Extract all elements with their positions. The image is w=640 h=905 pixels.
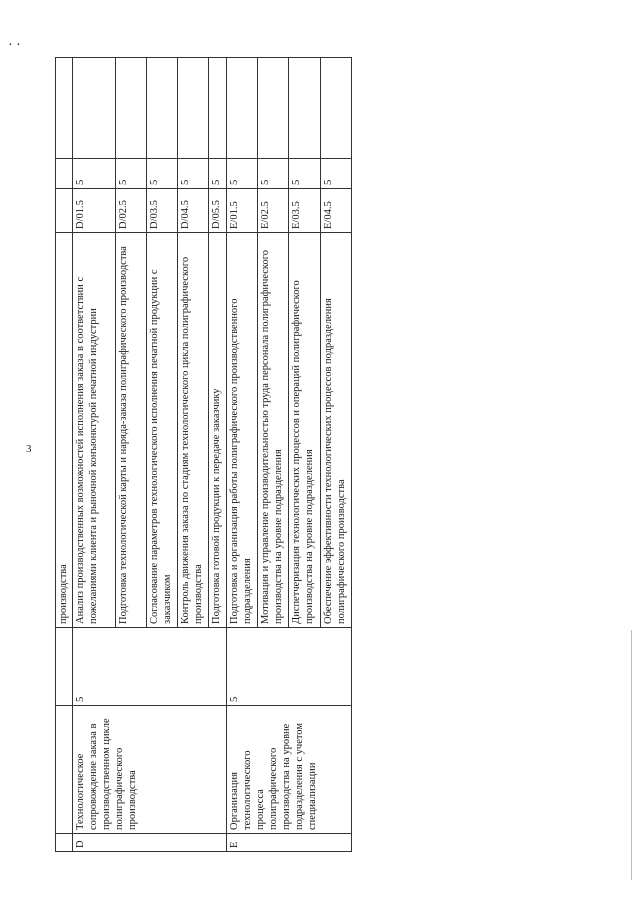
function-code-cell: E/01.5 [226, 189, 257, 233]
function-level-cell: 5 [226, 159, 257, 189]
group-code-cell: D [73, 834, 226, 852]
cell-continuation: производства [56, 233, 73, 628]
function-code-cell: D/01.5 [73, 189, 116, 233]
function-name-cell: Обеспечение эффективности технологических процессов подразделения полиграфического производства [320, 233, 351, 628]
function-name-cell: Диспетчеризация технологических процессов и операций полиграфического производства на уровне подразделения [289, 233, 320, 628]
function-level-cell: 5 [178, 159, 209, 189]
function-name-cell: Подготовка технологической карты и наряда-заказа полиграфического производства [116, 233, 146, 628]
rotated-table-wrapper [55, 57, 352, 852]
function-level-cell: 5 [146, 159, 177, 189]
function-level-cell: 5 [209, 159, 226, 189]
group-level-cell: 5 [226, 628, 351, 706]
function-code-cell: E/04.5 [320, 189, 351, 233]
function-code-cell: E/03.5 [289, 189, 320, 233]
margin-line [631, 630, 632, 880]
table-row [73, 58, 116, 852]
function-name-cell: Согласование параметров технологического исполнения печатной продукции с заказчиком [146, 233, 177, 628]
function-name-cell: Анализ производственных возможностей исполнения заказа в соответствии с пожеланиями клиента и рыночной конъюнктурой печатной индустрии [73, 233, 116, 628]
function-code-cell: D/03.5 [146, 189, 177, 233]
function-level-cell: 5 [320, 159, 351, 189]
function-name-cell: Подготовка готовой продукции к передаче заказчику [209, 233, 226, 628]
table-row [226, 58, 257, 852]
function-level-cell: 5 [116, 159, 146, 189]
table-row-continuation [56, 58, 73, 852]
functions-table [55, 57, 352, 852]
function-code-cell: D/05.5 [209, 189, 226, 233]
function-code-cell: E/02.5 [257, 189, 288, 233]
group-name-cell: Технологическое сопровождение заказа в производственном цикле полиграфического производства [73, 706, 226, 834]
group-level-cell: 5 [73, 628, 226, 706]
function-name-cell: Контроль движения заказа по стадиям технологического цикла полиграфического производства [178, 233, 209, 628]
scan-artifact: · · [8, 38, 21, 53]
function-name-cell: Подготовка и организация работы полиграфического производственного подразделения [226, 233, 257, 628]
group-code-cell: E [226, 834, 351, 852]
function-code-cell: D/04.5 [178, 189, 209, 233]
group-name-cell: Организация технологического процесса полиграфического производства на уровне подразделения с учетом специализации [226, 706, 351, 834]
function-level-cell: 5 [257, 159, 288, 189]
function-name-cell: Мотивация и управление производительностью труда персонала полиграфического производства на уровне подразделения [257, 233, 288, 628]
function-level-cell: 5 [73, 159, 116, 189]
page-number: 3 [26, 443, 32, 455]
function-code-cell: D/02.5 [116, 189, 146, 233]
function-level-cell: 5 [289, 159, 320, 189]
